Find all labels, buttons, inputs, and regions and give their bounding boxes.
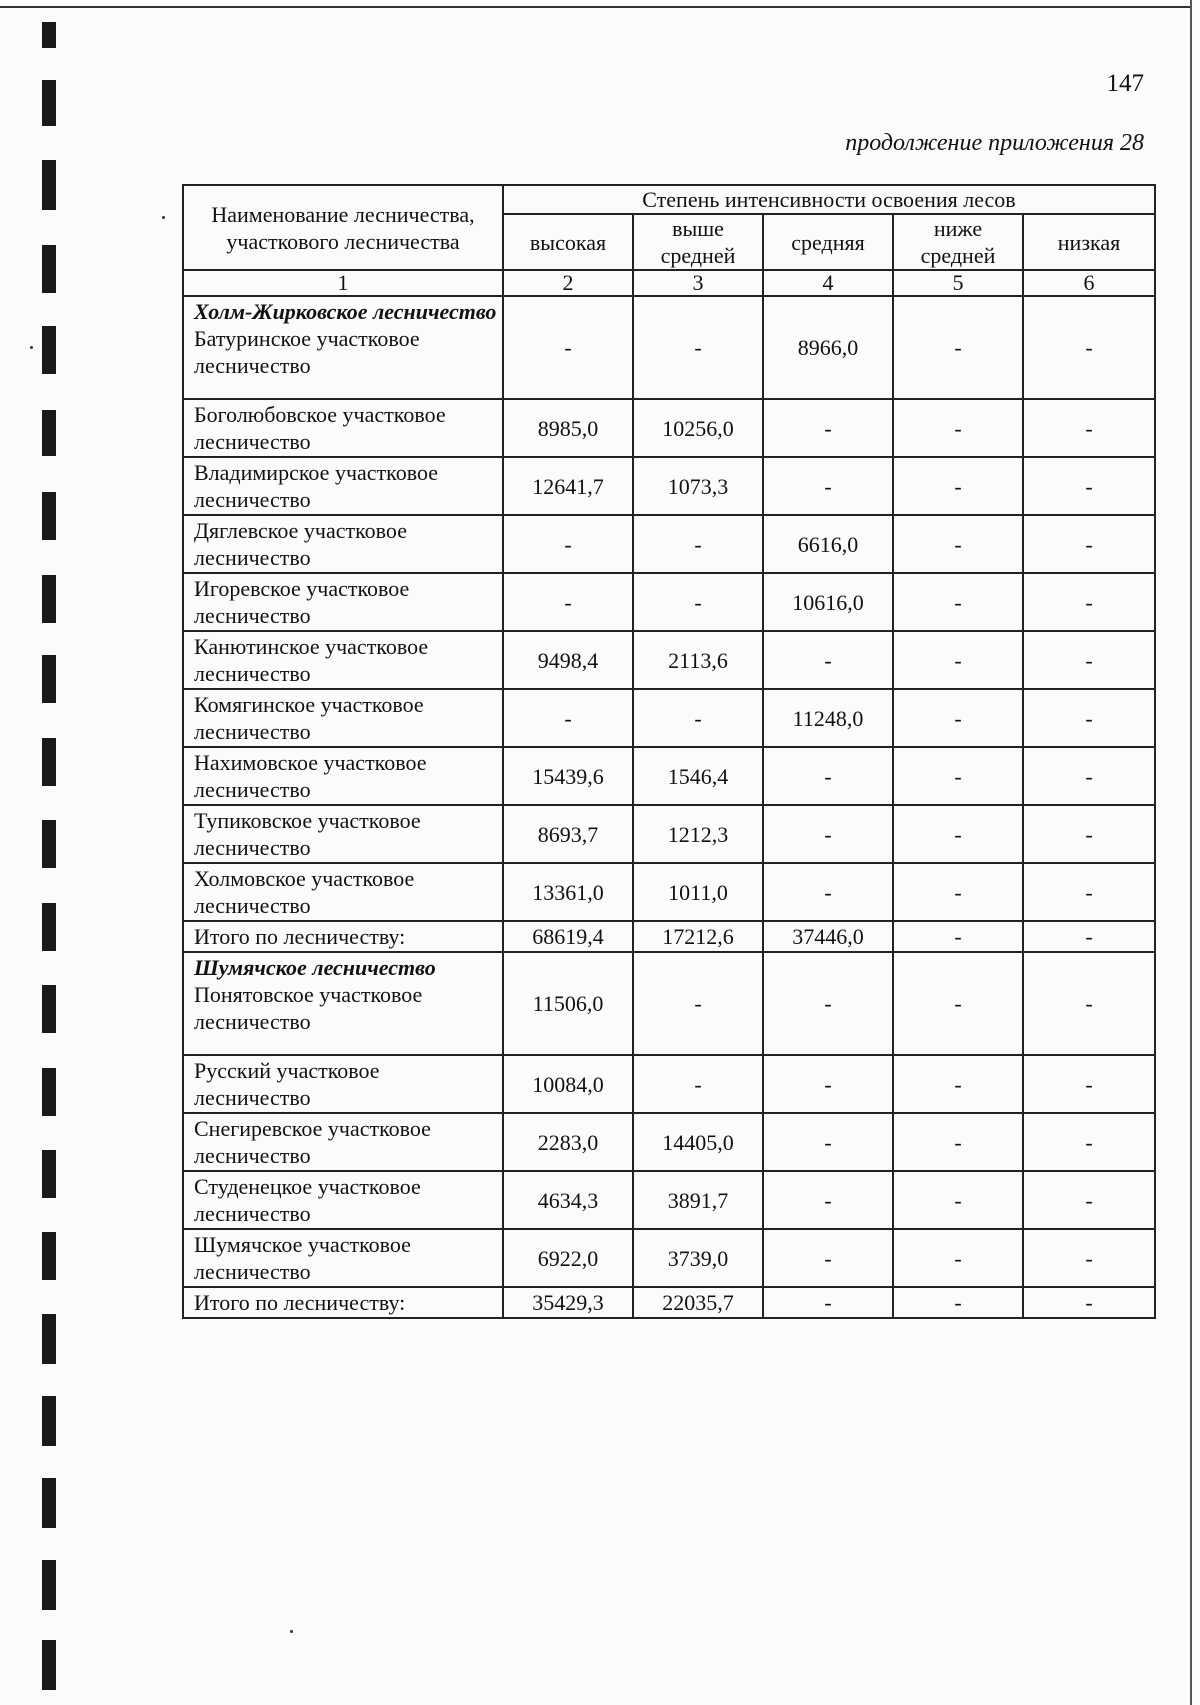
row-name-cell bbox=[183, 457, 503, 515]
binding-hole bbox=[42, 326, 56, 374]
binding-hole bbox=[42, 985, 56, 1033]
value-cell: - bbox=[893, 863, 1023, 921]
row-name-cell bbox=[183, 631, 503, 689]
table-row bbox=[183, 573, 1155, 631]
value-cell: - bbox=[1023, 515, 1155, 573]
subforestry-name: Холмовское участковое лесничество bbox=[194, 866, 415, 918]
column-number: 3 bbox=[633, 270, 763, 296]
binding-hole bbox=[42, 575, 56, 623]
row-name-cell bbox=[183, 747, 503, 805]
row-name-cell bbox=[183, 863, 503, 921]
subforestry-name: Снегиревское участковое лесничество bbox=[194, 1116, 431, 1168]
value-cell: - bbox=[1023, 296, 1155, 399]
value-cell: - bbox=[763, 1171, 893, 1229]
total-row bbox=[183, 921, 1155, 952]
value-cell: - bbox=[633, 952, 763, 1055]
table-row bbox=[183, 805, 1155, 863]
value-cell: 3891,7 bbox=[633, 1171, 763, 1229]
value-cell: - bbox=[1023, 805, 1155, 863]
row-name-cell bbox=[183, 1287, 503, 1318]
value-cell: 68619,4 bbox=[503, 921, 633, 952]
column-number: 2 bbox=[503, 270, 633, 296]
value-cell: - bbox=[1023, 747, 1155, 805]
value-cell: 4634,3 bbox=[503, 1171, 633, 1229]
column-number: 5 bbox=[893, 270, 1023, 296]
value-cell: 8693,7 bbox=[503, 805, 633, 863]
table-row bbox=[183, 457, 1155, 515]
row-name-cell bbox=[183, 573, 503, 631]
value-cell: - bbox=[1023, 1113, 1155, 1171]
header-high: высокая bbox=[503, 214, 633, 270]
binding-hole bbox=[42, 1478, 56, 1528]
value-cell: - bbox=[763, 805, 893, 863]
binding-hole bbox=[42, 820, 56, 868]
value-cell: 3739,0 bbox=[633, 1229, 763, 1287]
value-cell: 1011,0 bbox=[633, 863, 763, 921]
subforestry-name: Шумячское участковое лесничество bbox=[194, 1232, 411, 1284]
value-cell: - bbox=[893, 805, 1023, 863]
value-cell: 1212,3 bbox=[633, 805, 763, 863]
row-name-cell bbox=[183, 921, 503, 952]
value-cell: 10616,0 bbox=[763, 573, 893, 631]
subforestry-name: Понятовское участковое лесничество bbox=[194, 982, 423, 1034]
value-cell: - bbox=[763, 1113, 893, 1171]
value-cell: - bbox=[893, 1229, 1023, 1287]
value-cell: - bbox=[1023, 1287, 1155, 1318]
value-cell: - bbox=[763, 747, 893, 805]
value-cell: 12641,7 bbox=[503, 457, 633, 515]
table-row bbox=[183, 689, 1155, 747]
subforestry-name: Владимирское участковое лесничество bbox=[194, 460, 438, 512]
binding-hole bbox=[42, 410, 56, 456]
binding-hole bbox=[42, 245, 56, 293]
table-row bbox=[183, 1113, 1155, 1171]
value-cell: - bbox=[633, 573, 763, 631]
value-cell: - bbox=[893, 399, 1023, 457]
value-cell: - bbox=[503, 515, 633, 573]
top-scan-rule bbox=[0, 6, 1190, 8]
table-row bbox=[183, 1055, 1155, 1113]
value-cell: - bbox=[1023, 457, 1155, 515]
value-cell: - bbox=[763, 631, 893, 689]
value-cell: 2113,6 bbox=[633, 631, 763, 689]
subforestry-name: Тупиковское участковое лесничество bbox=[194, 808, 421, 860]
value-cell: 1546,4 bbox=[633, 747, 763, 805]
subforestry-name: Канютинское участковое лесничество bbox=[194, 634, 429, 686]
value-cell: - bbox=[893, 457, 1023, 515]
value-cell: - bbox=[1023, 689, 1155, 747]
value-cell: - bbox=[1023, 1055, 1155, 1113]
row-name-cell bbox=[183, 805, 503, 863]
value-cell: 15439,6 bbox=[503, 747, 633, 805]
subforestry-name: Батуринское участковое лесничество bbox=[194, 326, 420, 378]
subforestry-name: Боголюбовское участковое лесничество bbox=[194, 402, 446, 454]
value-cell: - bbox=[893, 1171, 1023, 1229]
binding-hole bbox=[42, 738, 56, 786]
value-cell: - bbox=[763, 863, 893, 921]
scan-speck bbox=[290, 1630, 293, 1633]
value-cell: - bbox=[893, 1055, 1023, 1113]
table-row bbox=[183, 296, 1155, 399]
header-group-title: Степень интенсивности освоения лесов bbox=[503, 185, 1155, 214]
table-body bbox=[183, 296, 1155, 1318]
value-cell: - bbox=[1023, 863, 1155, 921]
subforestry-name: Дяглевское участковое лесничество bbox=[194, 518, 407, 570]
value-cell: - bbox=[763, 1055, 893, 1113]
binding-hole bbox=[42, 492, 56, 540]
value-cell: 13361,0 bbox=[503, 863, 633, 921]
value-cell: - bbox=[893, 921, 1023, 952]
total-label: Итого по лесничеству: bbox=[194, 924, 406, 949]
value-cell: - bbox=[633, 296, 763, 399]
value-cell: - bbox=[633, 689, 763, 747]
value-cell: - bbox=[763, 399, 893, 457]
row-name-cell bbox=[183, 1171, 503, 1229]
value-cell: - bbox=[633, 515, 763, 573]
total-label: Итого по лесничеству: bbox=[194, 1290, 406, 1315]
table-row bbox=[183, 1171, 1155, 1229]
row-name-cell bbox=[183, 399, 503, 457]
binding-hole bbox=[42, 655, 56, 703]
column-number: 1 bbox=[183, 270, 503, 296]
row-name-cell bbox=[183, 1055, 503, 1113]
value-cell: 37446,0 bbox=[763, 921, 893, 952]
scan-speck bbox=[162, 216, 165, 219]
value-cell: - bbox=[633, 1055, 763, 1113]
value-cell: - bbox=[1023, 631, 1155, 689]
binding-hole bbox=[42, 903, 56, 951]
value-cell: - bbox=[893, 952, 1023, 1055]
binding-hole bbox=[42, 80, 56, 126]
table-row bbox=[183, 631, 1155, 689]
value-cell: - bbox=[893, 1287, 1023, 1318]
column-number: 4 bbox=[763, 270, 893, 296]
value-cell: 9498,4 bbox=[503, 631, 633, 689]
binding-hole bbox=[42, 1150, 56, 1198]
value-cell: 17212,6 bbox=[633, 921, 763, 952]
value-cell: - bbox=[763, 1229, 893, 1287]
value-cell: 8985,0 bbox=[503, 399, 633, 457]
value-cell: - bbox=[1023, 952, 1155, 1055]
binding-hole bbox=[42, 22, 56, 48]
value-cell: - bbox=[893, 747, 1023, 805]
value-cell: - bbox=[503, 689, 633, 747]
table-row bbox=[183, 1229, 1155, 1287]
row-name-cell bbox=[183, 1113, 503, 1171]
forestry-group-title: Холм-Жирковское лесничество bbox=[194, 299, 497, 324]
value-cell: - bbox=[1023, 1229, 1155, 1287]
header-below-average: ниже средней bbox=[893, 214, 1023, 270]
value-cell: 6616,0 bbox=[763, 515, 893, 573]
page-number: 147 bbox=[1106, 70, 1144, 97]
binding-hole bbox=[42, 1560, 56, 1610]
value-cell: 11506,0 bbox=[503, 952, 633, 1055]
table-row bbox=[183, 952, 1155, 1055]
value-cell: - bbox=[763, 457, 893, 515]
row-name-cell bbox=[183, 296, 503, 399]
value-cell: - bbox=[1023, 1171, 1155, 1229]
value-cell: - bbox=[503, 296, 633, 399]
value-cell: 22035,7 bbox=[633, 1287, 763, 1318]
value-cell: - bbox=[1023, 399, 1155, 457]
forestry-group-title: Шумячское лесничество bbox=[194, 955, 436, 980]
binding-hole bbox=[42, 1396, 56, 1446]
row-name-cell bbox=[183, 952, 503, 1055]
scan-speck bbox=[30, 346, 33, 349]
value-cell: - bbox=[893, 631, 1023, 689]
column-number: 6 bbox=[1023, 270, 1155, 296]
value-cell: 11248,0 bbox=[763, 689, 893, 747]
subforestry-name: Игоревское участковое лесничество bbox=[194, 576, 410, 628]
binding-hole bbox=[42, 1068, 56, 1116]
table-row bbox=[183, 515, 1155, 573]
value-cell: - bbox=[763, 1287, 893, 1318]
value-cell: - bbox=[893, 296, 1023, 399]
value-cell: - bbox=[503, 573, 633, 631]
value-cell: 10256,0 bbox=[633, 399, 763, 457]
value-cell: - bbox=[893, 689, 1023, 747]
value-cell: - bbox=[893, 1113, 1023, 1171]
page-right-edge bbox=[1190, 0, 1192, 1705]
continuation-caption: продолжение приложения 28 bbox=[845, 130, 1144, 156]
value-cell: - bbox=[1023, 921, 1155, 952]
row-name-cell bbox=[183, 515, 503, 573]
table-row bbox=[183, 747, 1155, 805]
value-cell: - bbox=[893, 515, 1023, 573]
subforestry-name: Студенецкое участковое лесничество bbox=[194, 1174, 421, 1226]
value-cell: 35429,3 bbox=[503, 1287, 633, 1318]
subforestry-name: Комягинское участковое лесничество bbox=[194, 692, 424, 744]
binding-hole bbox=[42, 1640, 56, 1690]
table-row bbox=[183, 399, 1155, 457]
header-low: низкая bbox=[1023, 214, 1155, 270]
value-cell: 2283,0 bbox=[503, 1113, 633, 1171]
header-name-column: Наименование лесничества, участкового лесничества bbox=[183, 185, 503, 270]
table-row bbox=[183, 863, 1155, 921]
value-cell: 14405,0 bbox=[633, 1113, 763, 1171]
value-cell: 6922,0 bbox=[503, 1229, 633, 1287]
value-cell: - bbox=[1023, 573, 1155, 631]
header-average: средняя bbox=[763, 214, 893, 270]
binding-holes bbox=[38, 0, 64, 1705]
forest-intensity-table bbox=[182, 184, 1156, 1319]
row-name-cell bbox=[183, 689, 503, 747]
subforestry-name: Нахимовское участковое лесничество bbox=[194, 750, 427, 802]
value-cell: 10084,0 bbox=[503, 1055, 633, 1113]
value-cell: - bbox=[893, 573, 1023, 631]
value-cell: 1073,3 bbox=[633, 457, 763, 515]
subforestry-name: Русский участковое лесничество bbox=[194, 1058, 380, 1110]
binding-hole bbox=[42, 1314, 56, 1364]
header-above-average: выше средней bbox=[633, 214, 763, 270]
row-name-cell bbox=[183, 1229, 503, 1287]
value-cell: - bbox=[763, 952, 893, 1055]
value-cell: 8966,0 bbox=[763, 296, 893, 399]
total-row bbox=[183, 1287, 1155, 1318]
binding-hole bbox=[42, 160, 56, 210]
binding-hole bbox=[42, 1232, 56, 1280]
